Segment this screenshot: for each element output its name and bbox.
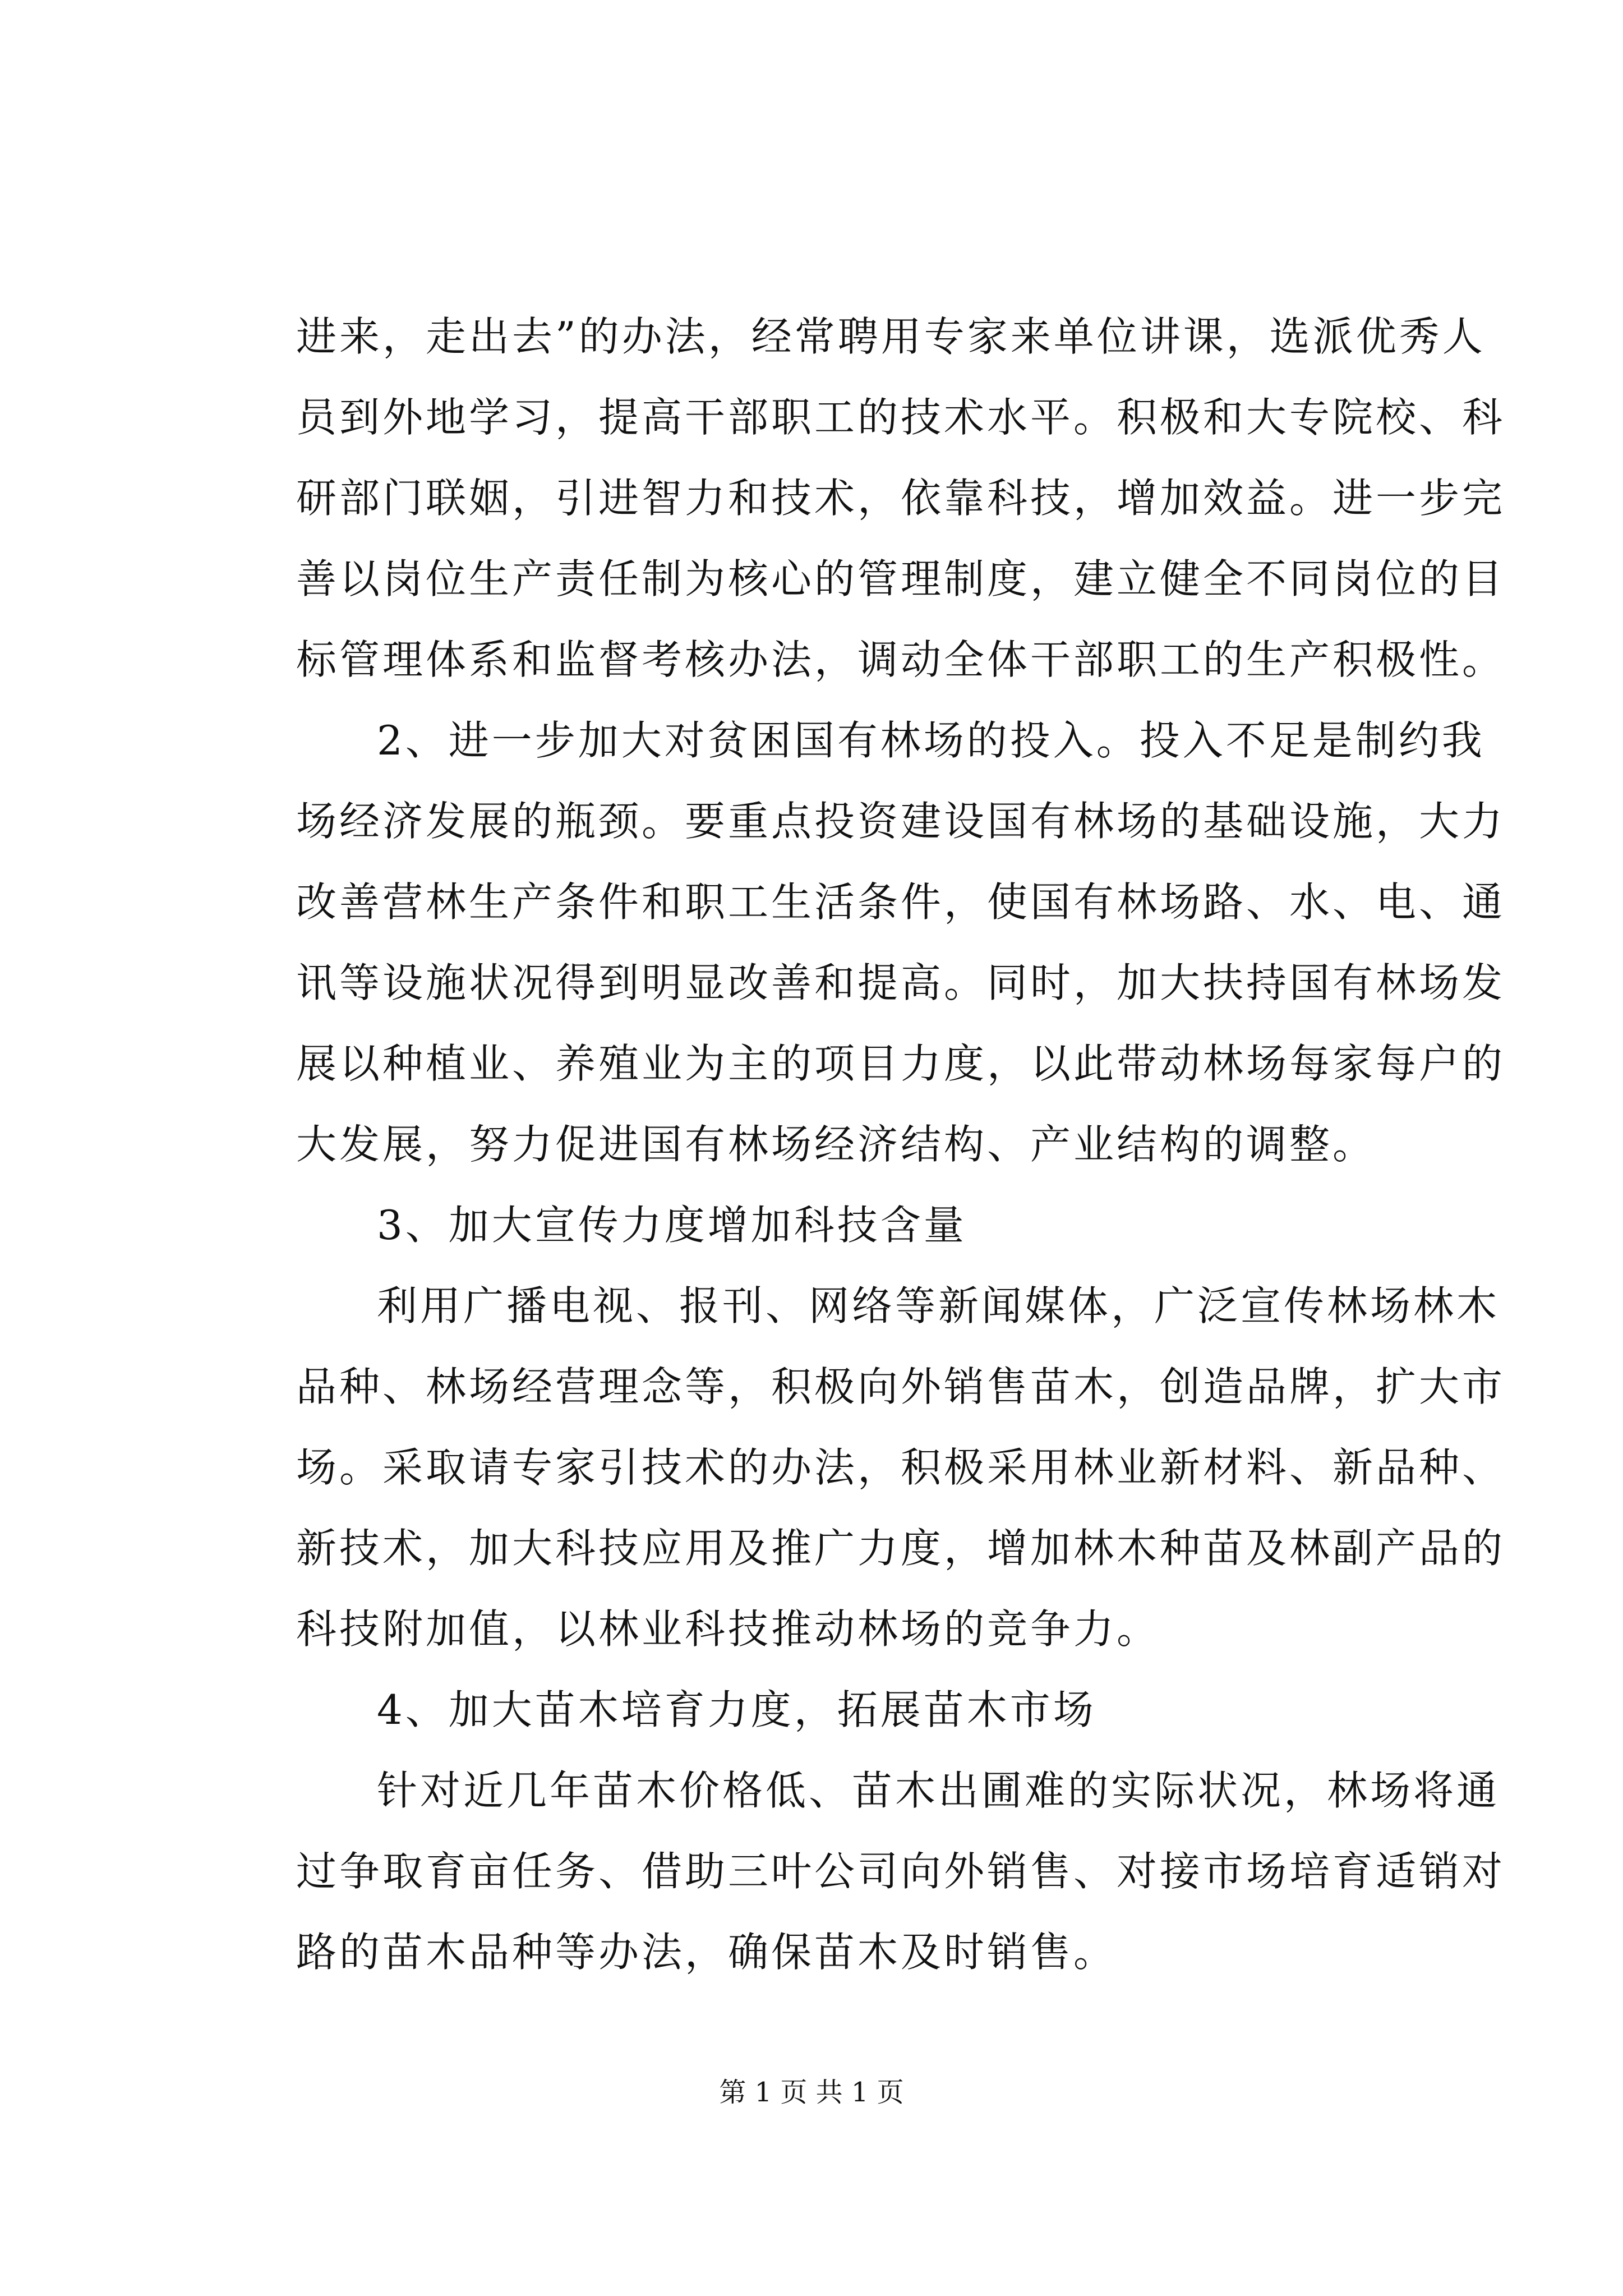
- text-line: 品种、林场经营理念等，积极向外销售苗木，创造品牌，扩大市: [296, 1363, 1506, 1410]
- text-line: 标管理体系和监督考核办法，调动全体干部职工的生产积极性。: [296, 636, 1506, 683]
- page-footer: 第 1 页 共 1 页: [719, 2077, 904, 2108]
- section-heading: 4、加大苗木培育力度，拓展苗木市场: [377, 1686, 1096, 1733]
- text-line: 2、进一步加大对贫困国有林场的投入。投入不足是制约我: [377, 717, 1485, 764]
- text-line: 讯等设施状况得到明显改善和提高。同时，加大扶持国有林场发: [296, 959, 1506, 1006]
- text-line: 善以岗位生产责任制为核心的管理制度，建立健全不同岗位的目: [296, 555, 1506, 602]
- text-line: 新技术，加大科技应用及推广力度，增加林木种苗及林副产品的: [296, 1525, 1506, 1572]
- text-line: 展以种植业、养殖业为主的项目力度，以此带动林场每家每户的: [296, 1040, 1506, 1087]
- text-line: 员到外地学习，提高干部职工的技术水平。积极和大专院校、科: [296, 394, 1506, 441]
- text-line: 场经济发展的瓶颈。要重点投资建设国有林场的基础设施，大力: [296, 798, 1506, 845]
- text-line: 改善营林生产条件和职工生活条件，使国有林场路、水、电、通: [296, 878, 1506, 926]
- text-line: 研部门联姻，引进智力和技术，依靠科技，增加效益。进一步完: [296, 475, 1506, 522]
- text-line: 大发展，努力促进国有林场经济结构、产业结构的调整。: [296, 1121, 1376, 1168]
- text-line: 进来，走出去”的办法，经常聘用专家来单位讲课，选派优秀人: [296, 313, 1486, 360]
- text-line: 过争取育亩任务、借助三叶公司向外销售、对接市场培育适销对: [296, 1848, 1506, 1895]
- text-line: 场。采取请专家引技术的办法，积极采用林业新材料、新品种、: [296, 1444, 1506, 1491]
- text-line: 科技附加值，以林业科技推动林场的竞争力。: [296, 1605, 1160, 1653]
- document-body: [296, 296, 1506, 1993]
- text-line: 路的苗木品种等办法，确保苗木及时销售。: [296, 1929, 1117, 1976]
- section-heading: 3、加大宣传力度增加科技含量: [377, 1202, 967, 1249]
- text-line: 针对近几年苗木价格低、苗木出圃难的实际状况，林场将通: [377, 1767, 1500, 1814]
- text-line: 利用广播电视、报刊、网络等新闻媒体，广泛宣传林场林木: [377, 1282, 1500, 1329]
